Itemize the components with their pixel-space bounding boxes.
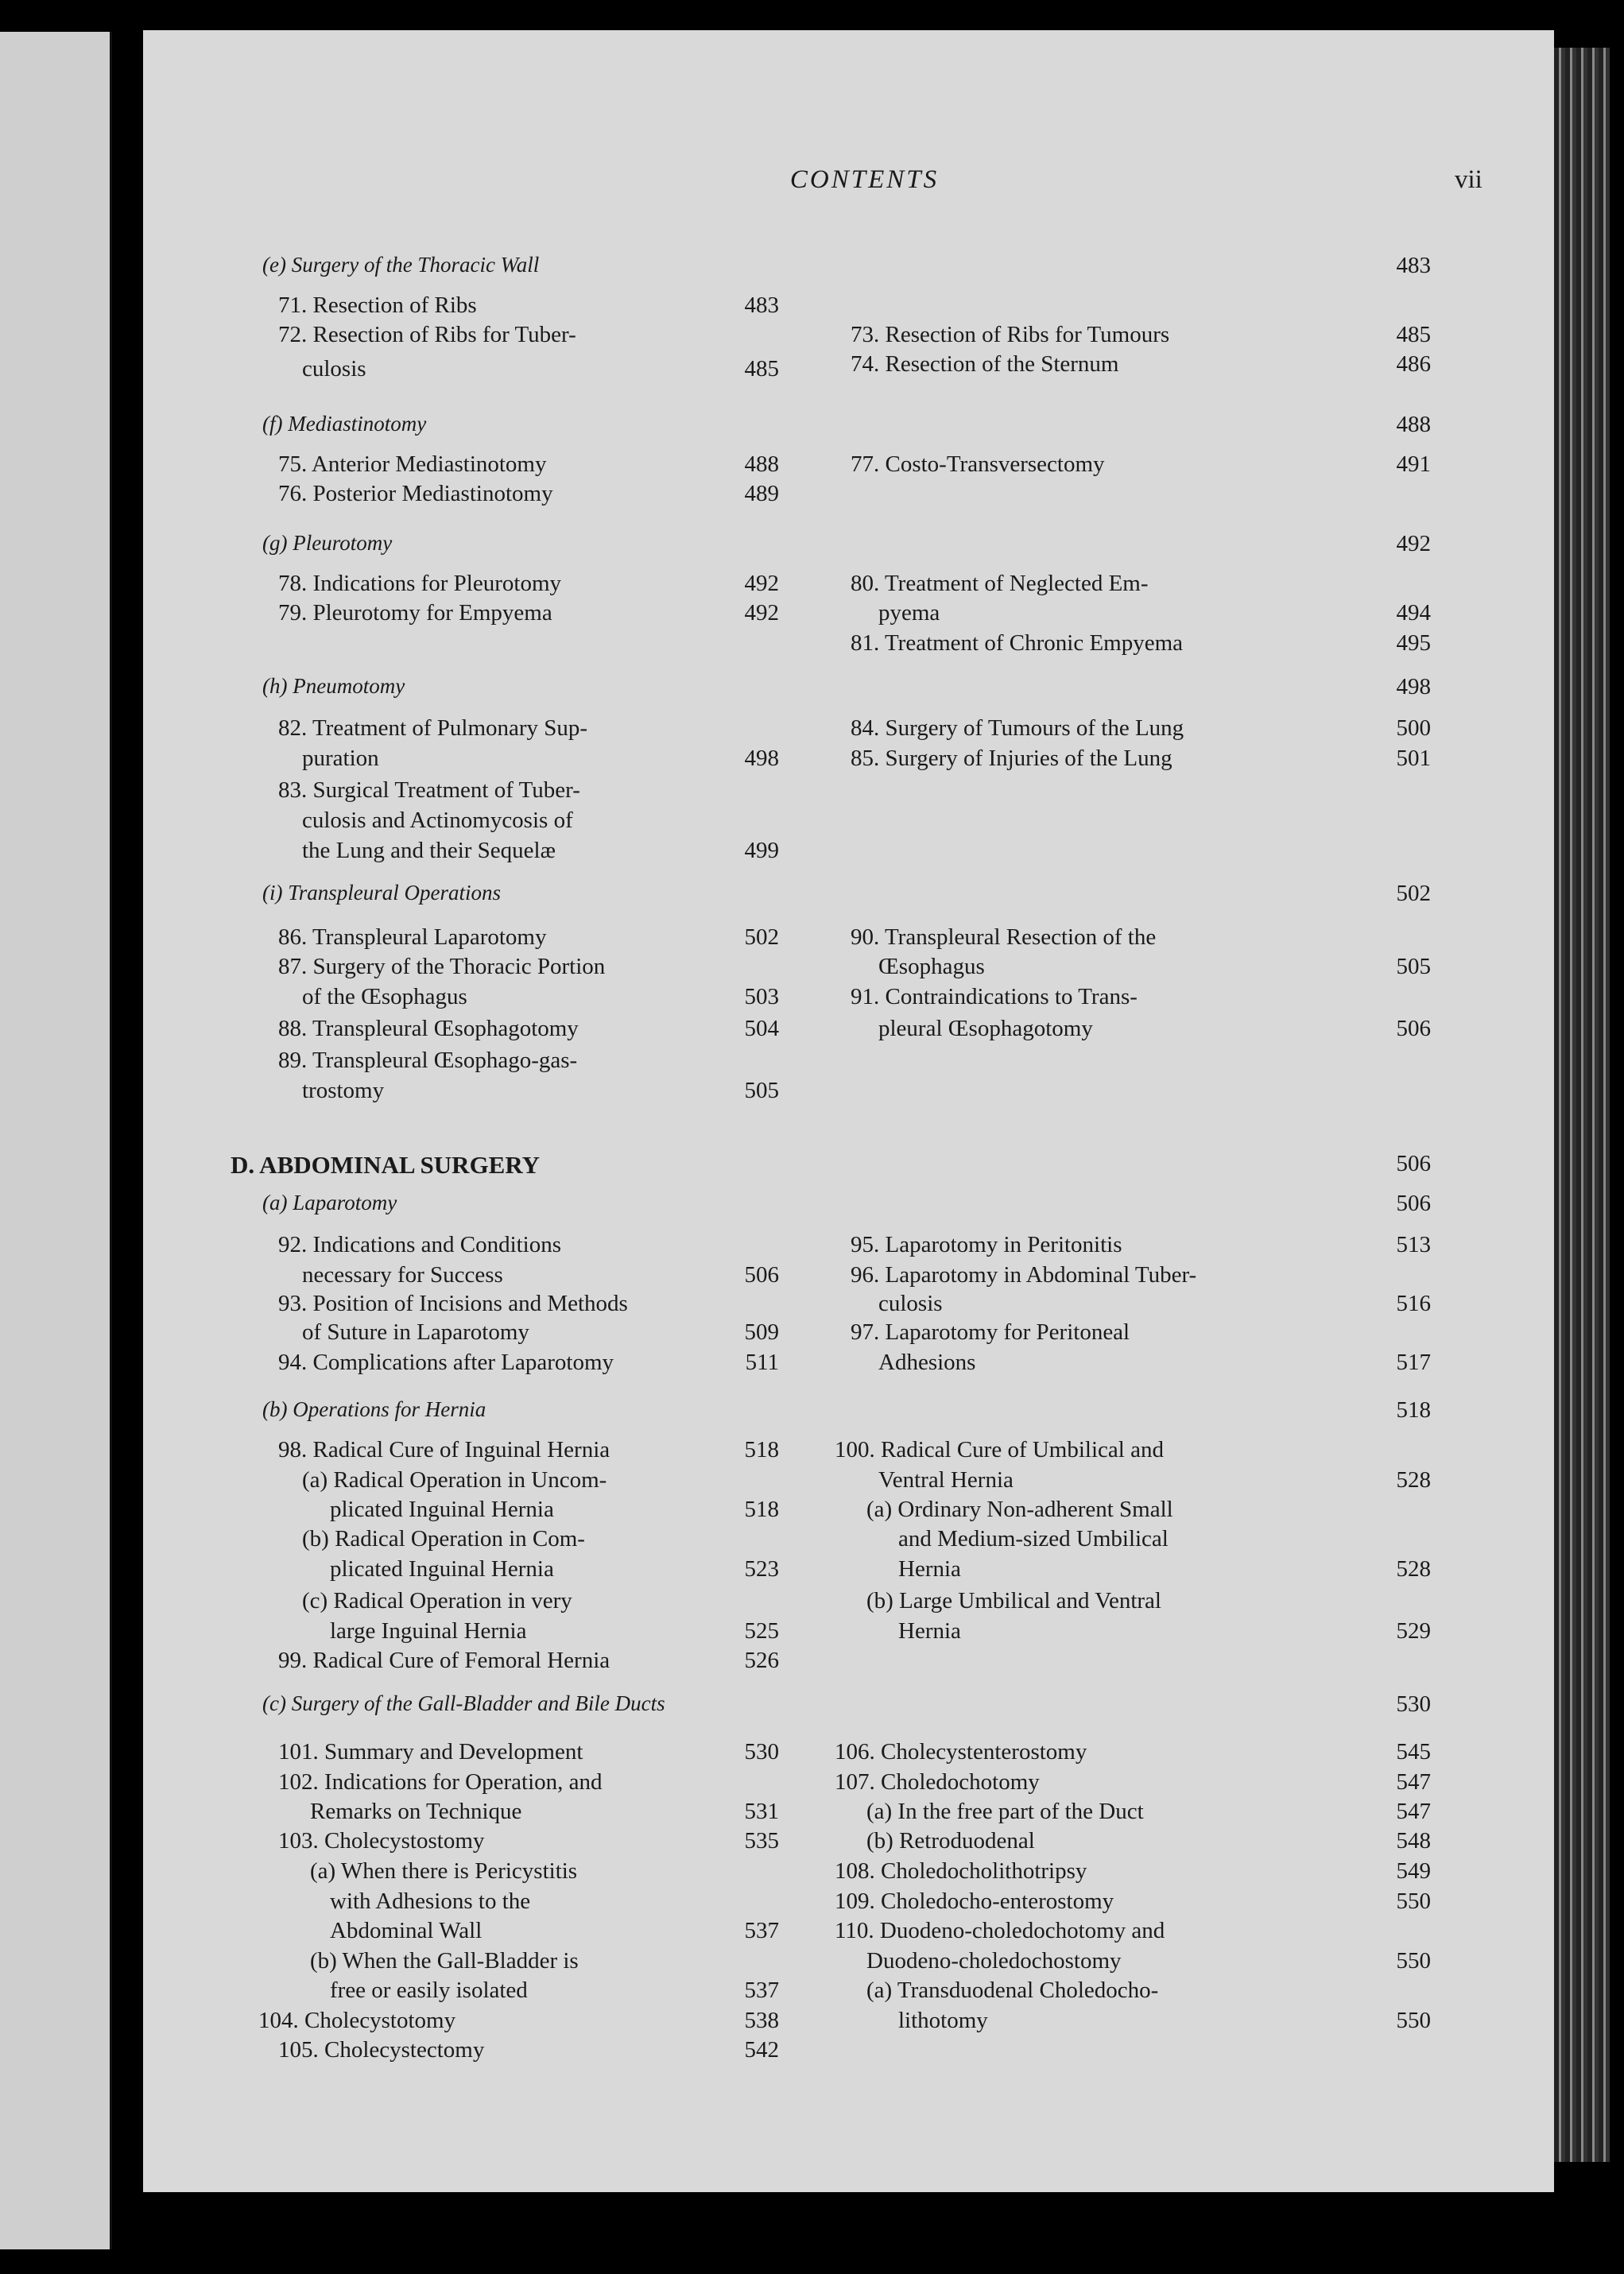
toc-entry: 97. Laparotomy for Peritoneal [851, 1319, 1130, 1345]
section-heading: (h) Pneumotomy [262, 674, 405, 698]
toc-entry-page: 529 [1396, 1618, 1431, 1644]
toc-entry: (b) Large Umbilical and Ventral [866, 1588, 1161, 1613]
toc-entry-page: 517 [1396, 1350, 1431, 1375]
toc-entry: lithotomy [898, 2008, 988, 2033]
toc-entry: 81. Treatment of Chronic Empyema [851, 630, 1184, 656]
toc-entry-page: 535 [744, 1828, 779, 1854]
toc-entry-page: 548 [1396, 1828, 1431, 1854]
section-page: 488 [1396, 412, 1431, 437]
page-number: vii [1455, 165, 1483, 194]
toc-entry: (a) Ordinary Non-adherent Small [866, 1497, 1173, 1522]
toc-entry-page: 523 [744, 1556, 779, 1582]
toc-entry: Ventral Hernia [878, 1467, 1014, 1493]
toc-entry-page: 516 [1396, 1291, 1431, 1316]
section-page: 506 [1396, 1191, 1431, 1216]
toc-entry: 80. Treatment of Neglected Em- [851, 571, 1149, 596]
toc-entry: large Inguinal Hernia [330, 1618, 527, 1644]
toc-entry: 76. Posterior Mediastinotomy [278, 481, 553, 506]
section-heading: (e) Surgery of the Thoracic Wall [262, 253, 540, 277]
toc-entry: (a) Transduodenal Choledocho- [866, 1978, 1159, 2003]
toc-entry: culosis [302, 356, 366, 382]
toc-entry-page: 525 [744, 1618, 779, 1644]
toc-entry-page: 492 [744, 600, 779, 626]
toc-entry-page: 550 [1396, 2008, 1431, 2033]
toc-entry-page: 513 [1396, 1232, 1431, 1257]
section-heading: (i) Transpleural Operations [262, 881, 502, 905]
toc-entry-page: 530 [744, 1739, 779, 1765]
section-heading: D. ABDOMINAL SURGERY [231, 1151, 541, 1179]
toc-entry: 107. Choledochotomy [835, 1769, 1040, 1795]
toc-entry-page: 526 [744, 1648, 779, 1673]
toc-entry: and Medium-sized Umbilical [898, 1526, 1169, 1552]
previous-page-edge [0, 32, 112, 2249]
section-page: 506 [1396, 1151, 1431, 1176]
toc-entry: 99. Radical Cure of Femoral Hernia [278, 1648, 610, 1673]
toc-entry: 77. Costo-Transversectomy [851, 451, 1105, 477]
toc-entry: trostomy [302, 1078, 385, 1103]
toc-entry: 92. Indications and Conditions [278, 1232, 562, 1257]
toc-entry: Adhesions [878, 1350, 976, 1375]
toc-entry: (b) Radical Operation in Com- [302, 1526, 585, 1552]
toc-entry: 75. Anterior Mediastinotomy [278, 451, 547, 477]
toc-entry: Duodeno-choledochostomy [866, 1948, 1122, 1974]
toc-entry: 102. Indications for Operation, and [278, 1769, 603, 1795]
toc-entry-page: 549 [1396, 1858, 1431, 1884]
toc-entry-page: 550 [1396, 1889, 1431, 1914]
toc-entry: (b) When the Gall-Bladder is [310, 1948, 579, 1974]
toc-entry-page: 485 [744, 356, 779, 382]
toc-entry-page: 502 [744, 924, 779, 950]
toc-entry: 83. Surgical Treatment of Tuber- [278, 777, 580, 803]
section-page: 498 [1396, 674, 1431, 699]
toc-entry: plicated Inguinal Hernia [330, 1497, 554, 1522]
section-page: 483 [1396, 253, 1431, 278]
toc-entry: 95. Laparotomy in Peritonitis [851, 1232, 1122, 1257]
toc-entry-page: 528 [1396, 1556, 1431, 1582]
section-heading: (a) Laparotomy [262, 1191, 397, 1214]
toc-entry-page: 486 [1396, 351, 1431, 377]
toc-entry: Œsophagus [878, 954, 985, 979]
toc-entry: 104. Cholecystotomy [258, 2008, 456, 2033]
toc-entry-page: 505 [744, 1078, 779, 1103]
toc-entry: 103. Cholecystostomy [278, 1828, 485, 1854]
toc-entry: of Suture in Laparotomy [302, 1319, 529, 1345]
toc-entry: pyema [878, 600, 940, 626]
toc-entry-page: 518 [744, 1437, 779, 1462]
toc-entry-page: 518 [744, 1497, 779, 1522]
toc-entry: 110. Duodeno-choledochotomy and [835, 1918, 1165, 1943]
section-page: 530 [1396, 1691, 1431, 1717]
book-page-edges [1554, 48, 1610, 2162]
toc-entry: puration [302, 746, 379, 771]
table-of-contents [143, 30, 1554, 2192]
toc-entry-page: 506 [744, 1262, 779, 1288]
running-title: CONTENTS [789, 165, 940, 194]
toc-entry: plicated Inguinal Hernia [330, 1556, 554, 1582]
section-heading: (b) Operations for Hernia [262, 1397, 486, 1421]
toc-entry-page: 488 [744, 451, 779, 477]
toc-entry-page: 492 [744, 571, 779, 596]
toc-entry: the Lung and their Sequelæ [302, 838, 556, 863]
toc-entry: 100. Radical Cure of Umbilical and [835, 1437, 1164, 1462]
toc-entry: pleural Œsophagotomy [878, 1016, 1093, 1041]
toc-entry: 105. Cholecystectomy [278, 2037, 485, 2063]
toc-entry: 94. Complications after Laparotomy [278, 1350, 614, 1375]
toc-entry: 91. Contraindications to Trans- [851, 984, 1138, 1009]
toc-entry-page: 547 [1396, 1799, 1431, 1824]
section-page: 518 [1396, 1397, 1431, 1423]
toc-entry: free or easily isolated [330, 1978, 528, 2003]
toc-entry: 88. Transpleural Œsophagotomy [278, 1016, 579, 1041]
toc-entry: 90. Transpleural Resection of the [851, 924, 1157, 950]
toc-entry: 86. Transpleural Laparotomy [278, 924, 547, 950]
toc-entry: 74. Resection of the Sternum [851, 351, 1119, 377]
toc-entry-page: 538 [744, 2008, 779, 2033]
toc-entry-page: 483 [744, 292, 779, 318]
toc-entry-page: 531 [744, 1799, 779, 1824]
toc-entry: Abdominal Wall [330, 1918, 483, 1943]
toc-entry-page: 545 [1396, 1739, 1431, 1765]
toc-entry: 109. Choledocho-enterostomy [835, 1889, 1114, 1914]
toc-entry-page: 505 [1396, 954, 1431, 979]
toc-entry-page: 511 [745, 1350, 779, 1375]
section-heading: (c) Surgery of the Gall-Bladder and Bile Ducts [262, 1691, 665, 1715]
toc-entry: of the Œsophagus [302, 984, 467, 1009]
section-page: 492 [1396, 531, 1431, 556]
toc-entry: 98. Radical Cure of Inguinal Hernia [278, 1437, 610, 1462]
toc-entry-page: 506 [1396, 1016, 1431, 1041]
toc-entry-page: 509 [744, 1319, 779, 1345]
toc-entry: Hernia [898, 1556, 961, 1582]
toc-entry: culosis [878, 1291, 943, 1316]
toc-entry-page: 498 [744, 746, 779, 771]
toc-entry: 101. Summary and Development [278, 1739, 583, 1765]
toc-entry: 87. Surgery of the Thoracic Portion [278, 954, 606, 979]
toc-entry-page: 499 [744, 838, 779, 863]
toc-entry: 108. Choledocholithotripsy [835, 1858, 1087, 1884]
toc-entry-page: 537 [744, 1978, 779, 2003]
toc-entry: 71. Resection of Ribs [278, 292, 477, 318]
toc-entry: 106. Cholecystenterostomy [835, 1739, 1087, 1765]
toc-entry-page: 504 [744, 1016, 779, 1041]
toc-entry-page: 495 [1396, 630, 1431, 656]
toc-entry: (b) Retroduodenal [866, 1828, 1035, 1854]
toc-entry: (c) Radical Operation in very [302, 1588, 572, 1613]
toc-entry: 82. Treatment of Pulmonary Sup- [278, 715, 588, 741]
toc-entry: 72. Resection of Ribs for Tuber- [278, 322, 576, 347]
section-heading: (f) Mediastinotomy [262, 412, 427, 436]
toc-entry-page: 550 [1396, 1948, 1431, 1974]
toc-entry: Remarks on Technique [310, 1799, 522, 1824]
book-page [143, 30, 1554, 2192]
toc-entry-page: 537 [744, 1918, 779, 1943]
toc-entry-page: 501 [1396, 746, 1431, 771]
toc-entry-page: 503 [744, 984, 779, 1009]
toc-entry: 89. Transpleural Œsophago-gas- [278, 1048, 578, 1073]
toc-entry: 79. Pleurotomy for Empyema [278, 600, 552, 626]
toc-entry: 93. Position of Incisions and Methods [278, 1291, 628, 1316]
section-heading: (g) Pleurotomy [262, 531, 393, 555]
toc-entry: 84. Surgery of Tumours of the Lung [851, 715, 1184, 741]
toc-entry-page: 491 [1396, 451, 1431, 477]
toc-entry: (a) In the free part of the Duct [866, 1799, 1144, 1824]
toc-entry-page: 542 [744, 2037, 779, 2063]
toc-entry: (a) When there is Pericystitis [310, 1858, 578, 1884]
toc-entry-page: 485 [1396, 322, 1431, 347]
toc-entry: 73. Resection of Ribs for Tumours [851, 322, 1170, 347]
toc-entry: 85. Surgery of Injuries of the Lung [851, 746, 1172, 771]
toc-entry: 96. Laparotomy in Abdominal Tuber- [851, 1262, 1197, 1288]
toc-entry: culosis and Actinomycosis of [302, 808, 573, 833]
toc-entry-page: 494 [1396, 600, 1431, 626]
toc-entry: (a) Radical Operation in Uncom- [302, 1467, 607, 1493]
toc-entry: with Adhesions to the [330, 1889, 531, 1914]
section-page: 502 [1396, 881, 1431, 906]
toc-entry-page: 489 [744, 481, 779, 506]
toc-entry-page: 547 [1396, 1769, 1431, 1795]
toc-entry: necessary for Success [302, 1262, 503, 1288]
toc-entry-page: 500 [1396, 715, 1431, 741]
toc-entry: Hernia [898, 1618, 961, 1644]
toc-entry: 78. Indications for Pleurotomy [278, 571, 562, 596]
toc-entry-page: 528 [1396, 1467, 1431, 1493]
